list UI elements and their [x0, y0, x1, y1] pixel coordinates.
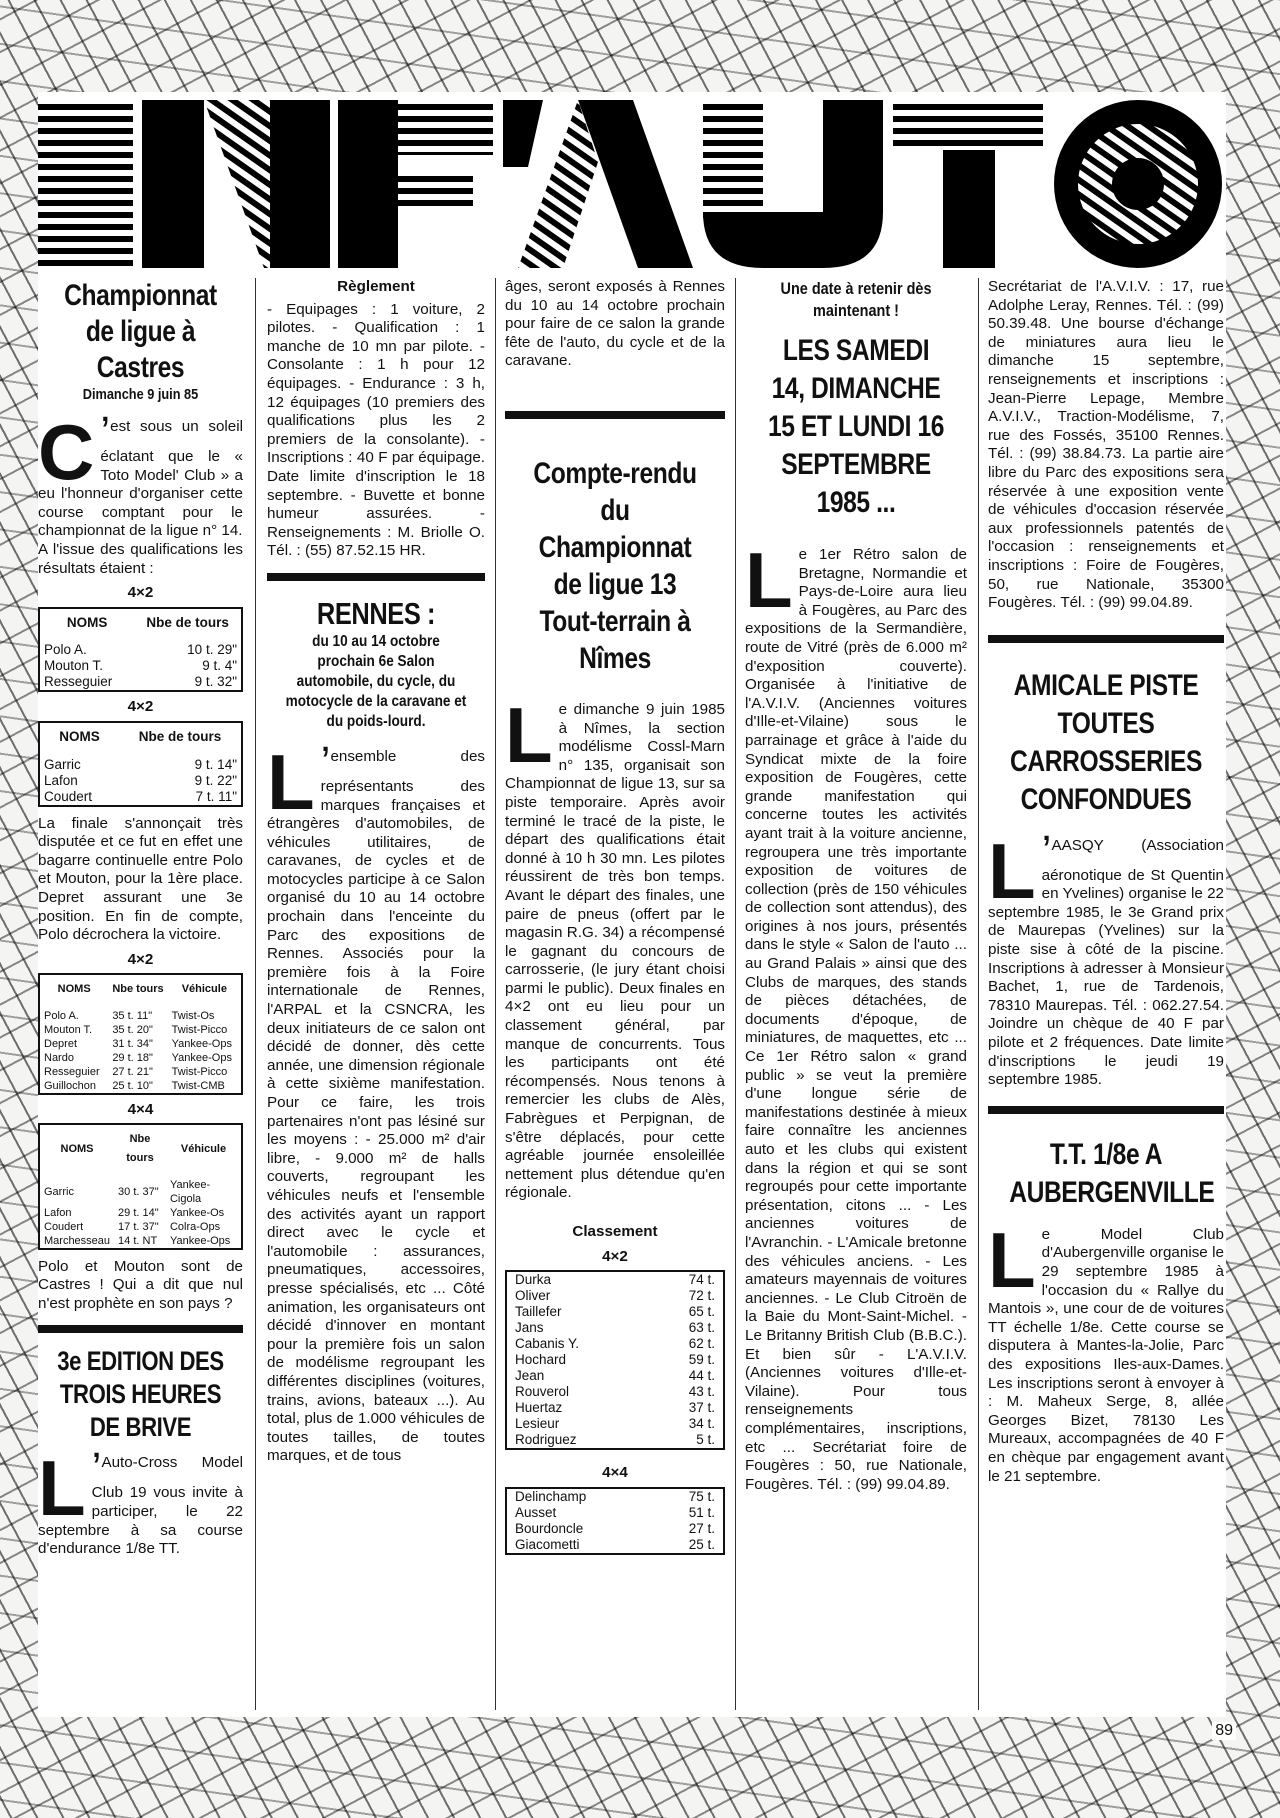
table-cell: 9 t. 32" — [194, 674, 237, 690]
table-row — [39, 773, 242, 789]
final-table-4x4 — [38, 1123, 243, 1249]
table-row — [39, 674, 242, 691]
table-cell: Garric — [44, 1185, 74, 1198]
table-cell: Resseguier — [44, 1065, 100, 1078]
table-row — [506, 1384, 724, 1400]
drop-cap: L — [505, 690, 553, 779]
column-rule — [495, 278, 496, 1710]
table-cell: 63 t. — [688, 1320, 715, 1336]
table-row — [506, 1505, 724, 1521]
table-cell: Oliver — [515, 1288, 551, 1304]
table-cell: 29 t. 14" — [118, 1206, 159, 1219]
table-cell: 59 t. — [688, 1352, 715, 1368]
table-cell: Taillefer — [515, 1304, 562, 1320]
article-text: e dimanche 9 juin 1985 à Nîmes, la section modélisme Cossl-Marn n° 135, organisait son Championnat de ligue 13, sur sa piste temporaire. Après avoir terminé le tracé de la piste, le départ des qualifications était donné à 10 h 30 mn. Les pilotes réussirent de très bon temps. Avant le départ des finales, une paire de pneus (offert par le magasin R.G. 34) a récompensé le gagnant du concours de carrosserie, (le jury étant choisi parmi le public). Deux finales en 4×2 ont eu lieu pour un classement général, par manque de concurrents. Tous les participants ont été récompensés. Nous tenons à remercier les clubs de Alès, Fabrègues et Perpignan, de s'être déplacés, pour cette agréable journée ensoleillée nettement plus détendue qu'en régionale. — [505, 700, 725, 1202]
table-cell: 9 t. 22" — [194, 772, 237, 788]
table-cell: 17 t. 37" — [118, 1220, 159, 1233]
table-row — [506, 1416, 724, 1432]
table-cell: 44 t. — [688, 1368, 715, 1384]
table-cell: Hochard — [515, 1352, 567, 1368]
table-cell: 7 t. 11" — [195, 788, 237, 804]
table-cell: Giacometti — [515, 1536, 580, 1552]
drop-cap: L — [38, 1444, 86, 1533]
table-cell: Ausset — [515, 1504, 557, 1520]
table-header: NOMS — [66, 614, 108, 630]
table-cell: Jean — [515, 1368, 545, 1384]
table-header: NOMS — [59, 728, 100, 744]
table-row — [39, 789, 242, 806]
table-cell: Marchesseau — [44, 1234, 111, 1247]
masthead-logo — [38, 92, 1226, 268]
column-maurepas: Secrétariat de l'A.V.I.V. : 17, rue Adolphe Leray, Rennes. Tél. : (99) 50.39.48. Une bourse d'échange de miniatures aura lieu le dimanche 15 septembre, renseignements et inscriptions : Jean-Pierre Lepage, Membre A.V.I.V., Traction-Modélisme, 7, rue des Fossés, 35100 Rennes. Tél. : (99) 38.84.73. La partie aire libre du Parc des expositions sera réservée à une exposition vente de véhicules d'occasion réservée aux professionnels patentés de l'occasion : renseignements et inscriptions : Foire de Fougères, 50, rue Nationale, 35300 Fougères. Tél. : (99) 99.04.89. AMICALE PISTE TOUTES CARROSSERIES CONFONDUES L ’AASQY (Association aéronotique de St Quentin en Yvelines) organise le 22 septembre 1985, le 3e Grand prix de Maurepas (Yvelines) sur la piste sise à côté de la piscine. Inscriptions à adresser à Monsieur Bachet, 1, rue de Tardenois, 78310 Maurepas. Tél. : 062.27.54. Joindre un chèque de 40 F par pilote et 2 fréquences. Date limite d'inscriptions le jeudi 19 septembre 1985. T.T. 1/8e A AUBERGENVILLE Le Model Club d'Aubergenville organise le 29 septembre 1985 à l'occasion du « Rallye du Mantois », une cour de de voitures TT échelle 1/8e. Cette course se disputera à Mantes-la-Jolie, Parc des expositions Iles-aux-Dames. Les inscriptions seront à envoyer à : M. Maheux Serge, 8, allée Georges Bizet, 78130 Les Mureaux, accompagnées de 40 F en chèque par engagement avant le 21 septembre. — [988, 278, 1224, 1485]
table-cell: Durka — [515, 1272, 552, 1288]
headline-castres: Championnat de ligue à Castres — [64, 279, 217, 384]
table-label: 4×2 — [127, 950, 154, 968]
table-cell: 51 t. — [688, 1504, 715, 1520]
table-cell: Lafon — [44, 1206, 72, 1219]
table-cell: Jans — [515, 1320, 544, 1336]
headline-amicale: AMICALE PISTE TOUTES CARROSSERIES CONFONDUES — [1010, 668, 1202, 816]
section-rule — [988, 635, 1224, 643]
table-row — [506, 1400, 724, 1416]
article-text: Polo et Mouton sont de Castres ! Qui a dit que nul n'est prophète en son pays ? — [38, 1257, 243, 1312]
table-cell: Lesieur — [515, 1416, 560, 1432]
table-cell: Nardo — [44, 1051, 74, 1064]
table-cell: Depret — [44, 1037, 78, 1050]
table-row — [39, 1023, 242, 1037]
table-label: 4×2 — [602, 1247, 628, 1265]
table-cell: Yankee-Cigola — [169, 1178, 211, 1205]
headline-nimes: Compte-rendu du Championnat de ligue 13 Tout-terrain à Nîmes — [533, 456, 697, 675]
table-cell: Delinchamp — [515, 1488, 587, 1504]
article-text: est sous un soleil éclatant que le « Toto Model' Club » a eu l'honneur d'organiser cette course comptant pour le championnat de la ligue n° 14. — [38, 418, 243, 540]
column-fougeres — [745, 278, 967, 1710]
table-row — [39, 1220, 242, 1234]
table-cell: Mouton T. — [44, 658, 104, 674]
table-cell: 37 t. — [688, 1400, 715, 1416]
table-cell: 43 t. — [688, 1384, 715, 1400]
article-text: AASQY (Association aéronotique de St Quentin en Yvelines) organise le 22 septembre 1985, le 3e Grand prix de Maurepas (Yvelines) sur la piste sise à côté de la piscine. Inscriptions à adresser à Monsieur Bachet, 1, rue de Tardenois, 78310 Maurepas. Tél. : 062.27.54. Joindre un chèque de 40 F par pilote et 2 fréquences. Date limite d'inscriptions le jeudi 19 septembre 1985. — [988, 836, 1224, 1089]
article-text: Secrétariat de l'A.V.I.V. : 17, rue Adolphe Leray, Rennes. Tél. : (99) 50.39.48. Une bourse d'échange de miniatures aura lieu le dimanche 15 septembre, renseignements et inscriptions : Jean-Pierre Lepage, Membre A.V.I.V., Traction-Modélisme, 7, rue des Fossés, 35100 Rennes. Tél. : (99) 38.84.73. La partie aire libre du Parc des expositions sera réservée à une exposition vente de véhicules d'occasion réservée aux professionnels patentés de l'occasion : renseignements et inscriptions : Foire de Fougères, 50, rue Nationale, 35300 Fougères. Tél. : (99) 99.04.89. — [988, 278, 1224, 612]
table-cell: Polo A. — [44, 1009, 79, 1022]
magazine-page — [38, 92, 1226, 1717]
table-cell: 65 t. — [688, 1304, 715, 1320]
headline-aubergenville: T.T. 1/8e A AUBERGENVILLE — [1009, 1137, 1215, 1209]
table-row — [506, 1521, 724, 1537]
table-row — [39, 1079, 242, 1094]
table-cell: Rouverol — [515, 1384, 570, 1400]
table-cell: 62 t. — [688, 1336, 715, 1352]
article-text: âges, seront exposés à Rennes du 10 au 14 octobre prochain pour faire de ce salon la grande fête de l'auto, du cycle et de la caravane. — [505, 278, 725, 370]
table-cell: 25 t. — [688, 1536, 715, 1552]
table-row — [506, 1336, 724, 1352]
table-row — [39, 1065, 242, 1079]
date-line: Dimanche 9 juin 85 — [82, 386, 199, 403]
section-rule — [988, 1106, 1224, 1114]
section-rule — [505, 411, 725, 419]
table-cell: 27 t. — [688, 1520, 715, 1536]
table-row — [506, 1271, 724, 1288]
table-row — [39, 658, 242, 674]
column-rule — [255, 278, 256, 1710]
article-text: ensemble des représentants des marques françaises et étrangères d'automobiles, de véhicules utilitaires, de caravanes, de cycles et de motocycles participe à ce Salon organisé du 10 au 14 octobre prochain dans l'enceinte du Parc des expositions de Rennes. Associés pour la première fois à la Foire internationale de Rennes, l'ARPAL et la CSNCRA, les deux initiateurs de ce salon ont décidé de donner, dès cette année, une dimension régionale à cette sixième manifestation. Pour ce faire, les trois partenaires n'ont pas lésiné sur les moyens : - 25.000 m² d'air libre, - 9.000 m² de halls couverts, regroupant les véhicules neufs et l'ensemble des activités ayant un rapport direct avec le cycle et l'automobile : assurances, pneumatiques, accessoires, presse spécialisés, etc ... Côté animation, les organisateurs ont décidé d'innover en montant pour la première fois un salon de modélisme regroupant les différentes disciplines (voitures, trains, avions, bateaux ...). Au total, plus de 1.000 véhicules de toutes tailles, de toutes marques, et de tous — [267, 747, 485, 1465]
table-cell: Coudert — [44, 788, 93, 804]
qualif-table-2 — [38, 721, 243, 807]
table-header: Nbe tours — [112, 983, 164, 996]
table-cell: Guillochon — [44, 1079, 96, 1092]
table-cell: 35 t. 20" — [112, 1023, 153, 1036]
table-cell: Yankee-Ops — [171, 1037, 232, 1050]
section-rule — [38, 1325, 243, 1333]
table-cell: Coudert — [44, 1220, 84, 1233]
table-cell: 29 t. 18" — [112, 1051, 153, 1064]
table-cell: 31 t. 34" — [112, 1037, 153, 1050]
table-row — [506, 1368, 724, 1384]
table-row — [39, 1009, 242, 1023]
rules-text: - Equipages : 1 voiture, 2 pilotes. - Qualification : 1 manche de 10 mn par pilote. - Consolante : 1 h pour 12 équipages. - Endurance : 3 h, 12 équipages (10 premiers des qualifications plus les 2 premiers de la consolante). - Inscriptions : 40 F par équipage. Date limite d'inscription le 18 septembre. - Buvette et bonne humeur assurées. - Renseignements : M. Briolle O. Tél. : (55) 87.52.15 HR. — [267, 300, 485, 560]
table-cell: 72 t. — [688, 1288, 715, 1304]
table-cell: 25 t. 10" — [112, 1079, 153, 1092]
drop-cap: L — [988, 826, 1036, 915]
table-label: 4×2 — [127, 584, 154, 602]
column-nimes — [505, 278, 725, 1710]
column-rule — [978, 278, 979, 1710]
table-cell: Twist-Picco — [171, 1065, 228, 1078]
table-label: 4×2 — [127, 698, 154, 716]
table-row — [39, 757, 242, 773]
table-cell: 27 t. 21" — [112, 1065, 153, 1078]
drop-cap: L — [745, 536, 793, 624]
table-cell: 35 t. 11" — [112, 1009, 153, 1022]
drop-cap: C — [38, 408, 95, 496]
table-cell: Polo A. — [44, 642, 87, 658]
article-text: La finale s'annonçait très disputée et ce fut en effet une bagarre continuelle entre Polo et Mouton, pour la 1ère place. Depret assurant une 3e position. En fin de compte, Polo décrochera la victoire. — [38, 814, 243, 944]
ranking-title: Classement — [572, 1223, 658, 1240]
table-cell: Twist-Os — [171, 1009, 215, 1022]
headline-brive: 3e EDITION DES TROIS HEURES DE BRIVE — [57, 1346, 224, 1443]
table-cell: 9 t. 14" — [194, 756, 237, 772]
table-header: Nbe tours — [126, 1133, 154, 1165]
table-row — [506, 1304, 724, 1320]
qualif-table-1 — [38, 607, 243, 693]
table-row — [506, 1320, 724, 1336]
column-rennes: Règlement - Equipages : 1 voiture, 2 pilotes. - Qualification : 1 manche de 10 mn par pilote. - Consolante : 1 h pour 12 équipages. - Endurance : 3 h, 12 équipages (10 premiers des qualifications plus les 2 premiers de la consolante). - Inscriptions : 40 F par équipage. Date limite d'inscription le 18 septembre. - Buvette et bonne humeur assurées. - Renseignements : M. Briolle O. Tél. : (55) 87.52.15 HR. RENNES : du 10 au 14 octobre prochain 6e Salon automobile, du cycle, du motocycle de la caravane et du poids-lourd. L ’ensemble des représentants des marques françaises et étrangères d'automobiles, de véhicules utilitaires, de caravanes, de cycles et de motocycles participe à ce Salon organisé du 10 au 14 octobre prochain dans l'enceinte du Parc des expositions de Rennes. Associés pour la première fois à la Foire internationale de Rennes, l'ARPAL et la CSNCRA, les deux initiateurs de ce salon ont décidé de donner, dès cette année, une dimension régionale à cette sixième manifestation. Pour ce faire, les trois partenaires n'ont pas lésiné sur les moyens : - 25.000 m² d'air libre, - 9.000 m² de halls couverts, regroupant les véhicules neufs et l'ensemble des activités ayant un rapport direct avec le cycle et l'automobile : assurances, pneumatiques, accessoires, presse spécialisés, etc ... Côté animation, les organisateurs ont décidé d'innover en montant pour la première fois un salon de modélisme regroupant les différentes disciplines (voitures, trains, avions, bateaux ...). Au total, plus de 1.000 véhicules de toutes tailles, de toutes marques, et de tous — [267, 278, 485, 1465]
table-cell: Lafon — [44, 772, 78, 788]
table-header: Nbe de tours — [146, 614, 229, 630]
table-cell: Twist-CMB — [171, 1079, 225, 1092]
article-text: e 1er Rétro salon de Bretagne, Normandie et Pays-de-Loire aura lieu à Fougères, au Parc des expositions de la Sermandière, route de Vitré (près de 6.000 m² d'exposition couverte). Organisée à l'initiative de l'A.V.I.V. (Anciennes voitures d'Ille-et-Vilaine) sous le parrainage et grâce à l'aide du Syndicat mixte de la foire exposition de Fougères, cette grande manifestation qui concerne toutes les activités ayant trait à la voiture ancienne, regroupera une très importante exposition de voitures de collection (près de 150 véhicules de collection sont attendus), des origines à nos jours, présentés dans le style « Salon de l'auto ... au Grand Palais » ainsi que des Clubs de marques, des stands de pièces détachées, de documents d'époque, de miniatures, de maquettes, etc ... Ce 1er Rétro salon « grand public » se veut la première d'une longue série de manifestations destinée à mieux faire connaître les anciennes auto et les clubs qui existent dans la région et qui se sont regroupés pour cette importante présentation, citons ... - Les anciennes voitures de l'Avranchin. - L'Amicale bretonne des véhicules anciens. - Les amateurs mayennais de voitures anciennes. - Le Club Citroën de la Baie du Mont-Saint-Michel. - Le Britanny British Club (B.B.C.). Et bien sûr - L'A.V.I.V. (Anciennes voitures d'Ille-et-Vilaine). Pour tous renseignements complémentaires, inscriptions, etc ... Secrétariat foire de Fougères : 50, rue Nationale, Fougères. Tél. : (99) 99.04.89. — [745, 546, 967, 1493]
table-cell: Twist-Picco — [171, 1023, 228, 1036]
table-cell: 9 t. 4" — [202, 658, 237, 674]
table-cell: Resseguier — [44, 674, 113, 690]
table-cell: Huertaz — [515, 1400, 563, 1416]
rules-title: Règlement — [337, 278, 415, 295]
ranking-table-4x2 — [505, 1270, 725, 1450]
table-header: NOMS — [60, 1142, 94, 1155]
table-row — [39, 1206, 242, 1220]
table-cell: Rodriguez — [515, 1432, 577, 1448]
ranking-table-4x4 — [505, 1487, 725, 1555]
headline-rennes: RENNES : — [316, 595, 436, 631]
article-text: A l'issue des qualifications les résultats étaient : — [38, 540, 243, 577]
table-header: Véhicule — [181, 983, 227, 996]
table-row — [39, 1051, 242, 1065]
table-row — [506, 1537, 724, 1554]
table-cell: 5 t. — [696, 1432, 715, 1448]
table-row — [39, 1234, 242, 1249]
table-label: 4×4 — [602, 1464, 628, 1482]
kicker: Une date à retenir dès maintenant ! — [780, 279, 932, 320]
table-header: Nbe de tours — [138, 728, 222, 744]
table-row — [39, 1178, 242, 1206]
masthead-title: INF'AUTO — [632, 262, 637, 263]
drop-cap: L — [988, 1215, 1036, 1304]
table-header: NOMS — [57, 983, 91, 996]
drop-cap: L — [267, 737, 315, 826]
table-row — [506, 1352, 724, 1368]
table-row — [506, 1488, 724, 1505]
subheadline: du 10 au 14 octobre prochain 6e Salon automobile, du cycle, du motocycle de la caravane et du poids-lourd. — [285, 632, 467, 730]
page-number: 89 — [1212, 1722, 1236, 1740]
table-cell: Yankee-Os — [169, 1206, 225, 1219]
table-row — [39, 642, 242, 658]
table-cell: Mouton T. — [44, 1023, 93, 1036]
table-row — [506, 1288, 724, 1304]
section-rule — [267, 573, 485, 581]
table-cell: 75 t. — [688, 1488, 715, 1504]
table-cell: Garric — [44, 756, 81, 772]
table-cell: 30 t. 37" — [118, 1185, 159, 1198]
article-text: e Model Club d'Aubergenville organise le 29 septembre 1985 à l'occasion du « Rallye du Mantois », une cour de de voitures TT échelle 1/8e. Cette course se disputera à Mantes-la-Jolie, Parc des expositions Iles-aux-Dames. Les inscriptions seront à envoyer à : M. Maheux Serge, 8, allée Georges Bizet, 78130 Les Mureaux, accompagnées de 40 F en chèque par engagement avant le 21 septembre. — [988, 1225, 1224, 1485]
table-cell: Colra-Ops — [169, 1220, 221, 1233]
final-table-4x2 — [38, 973, 243, 1095]
table-label: 4×4 — [127, 1100, 154, 1118]
table-header: Véhicule — [180, 1142, 227, 1155]
table-cell: Yankee-Ops — [171, 1051, 232, 1064]
table-row — [506, 1432, 724, 1449]
table-cell: Yankee-Ops — [169, 1234, 231, 1247]
table-cell: Cabanis Y. — [515, 1336, 580, 1352]
column-rule — [735, 278, 736, 1710]
table-cell: 10 t. 29" — [187, 642, 237, 658]
table-row — [39, 1037, 242, 1051]
headline-fougeres: LES SAMEDI 14, DIMANCHE 15 ET LUNDI 16 SEPTEMBRE 1985 ... — [767, 334, 945, 519]
table-cell: 34 t. — [688, 1416, 715, 1432]
table-cell: 14 t. NT — [118, 1234, 158, 1247]
table-cell: Bourdoncle — [515, 1520, 584, 1536]
column-castres: Championnat de ligue à Castres Dimanche 9 juin 85 C ’est sous un soleil éclatant que le « Toto Model' Club » a eu l'honneur d'organiser cette course comptant pour le championnat de la ligue n° 14. A l'issue des qualifications les résultats étaient : 4×2 NOMS Nbe de tours Polo A. 10 t. 29" Mouton T. 9 t. 4" Resseguier 9 t. 32" 4×2 NOMS Nbe de tours Garric 9 t. 14" Lafon 9 t. 22" Coudert 7 t. 11" La finale s'annonçait très disputée et ce fut en effet une bagarre continuelle entre Polo et Mouton, pour la 1ère place. Depret assurant une 3e position. En fin de compte, Polo décrochera la victoire. 4×2 NOMS Nbe tours Véhicule Polo A. 35 t. 11" Twist-Os Mouton T. 35 t. 20" Twist-Picco Depret 31 t. 34" Yankee-Ops Nardo 29 t. 18" Yankee-Ops Resseguier 27 t. 21" Twist-Picco Guillochon 25 t. 10" Twist-CMB 4×4 NOMS Nbe tours Véhicule Garric 30 t. 37" Yankee-Cigola Lafon 29 t. 14" Yankee-Os Coudert 17 t. 37" Colra-Ops Marchesseau 14 t. NT Yankee-Ops Polo et Mouton sont de Castres ! Qui a dit que nul n'est prophète en son pays ? 3e EDITION DES TROIS HEURES DE BRIVE L ’Auto-Cross Model Club 19 vous invite à participer, le 22 septembre à sa course d'endurance 1/8e TT. — [38, 279, 243, 1558]
table-cell: 74 t. — [688, 1272, 715, 1288]
article-text: Auto-Cross Model Club 19 vous invite à participer, le 22 septembre à sa course d'endurance 1/8e TT. — [38, 1454, 243, 1558]
